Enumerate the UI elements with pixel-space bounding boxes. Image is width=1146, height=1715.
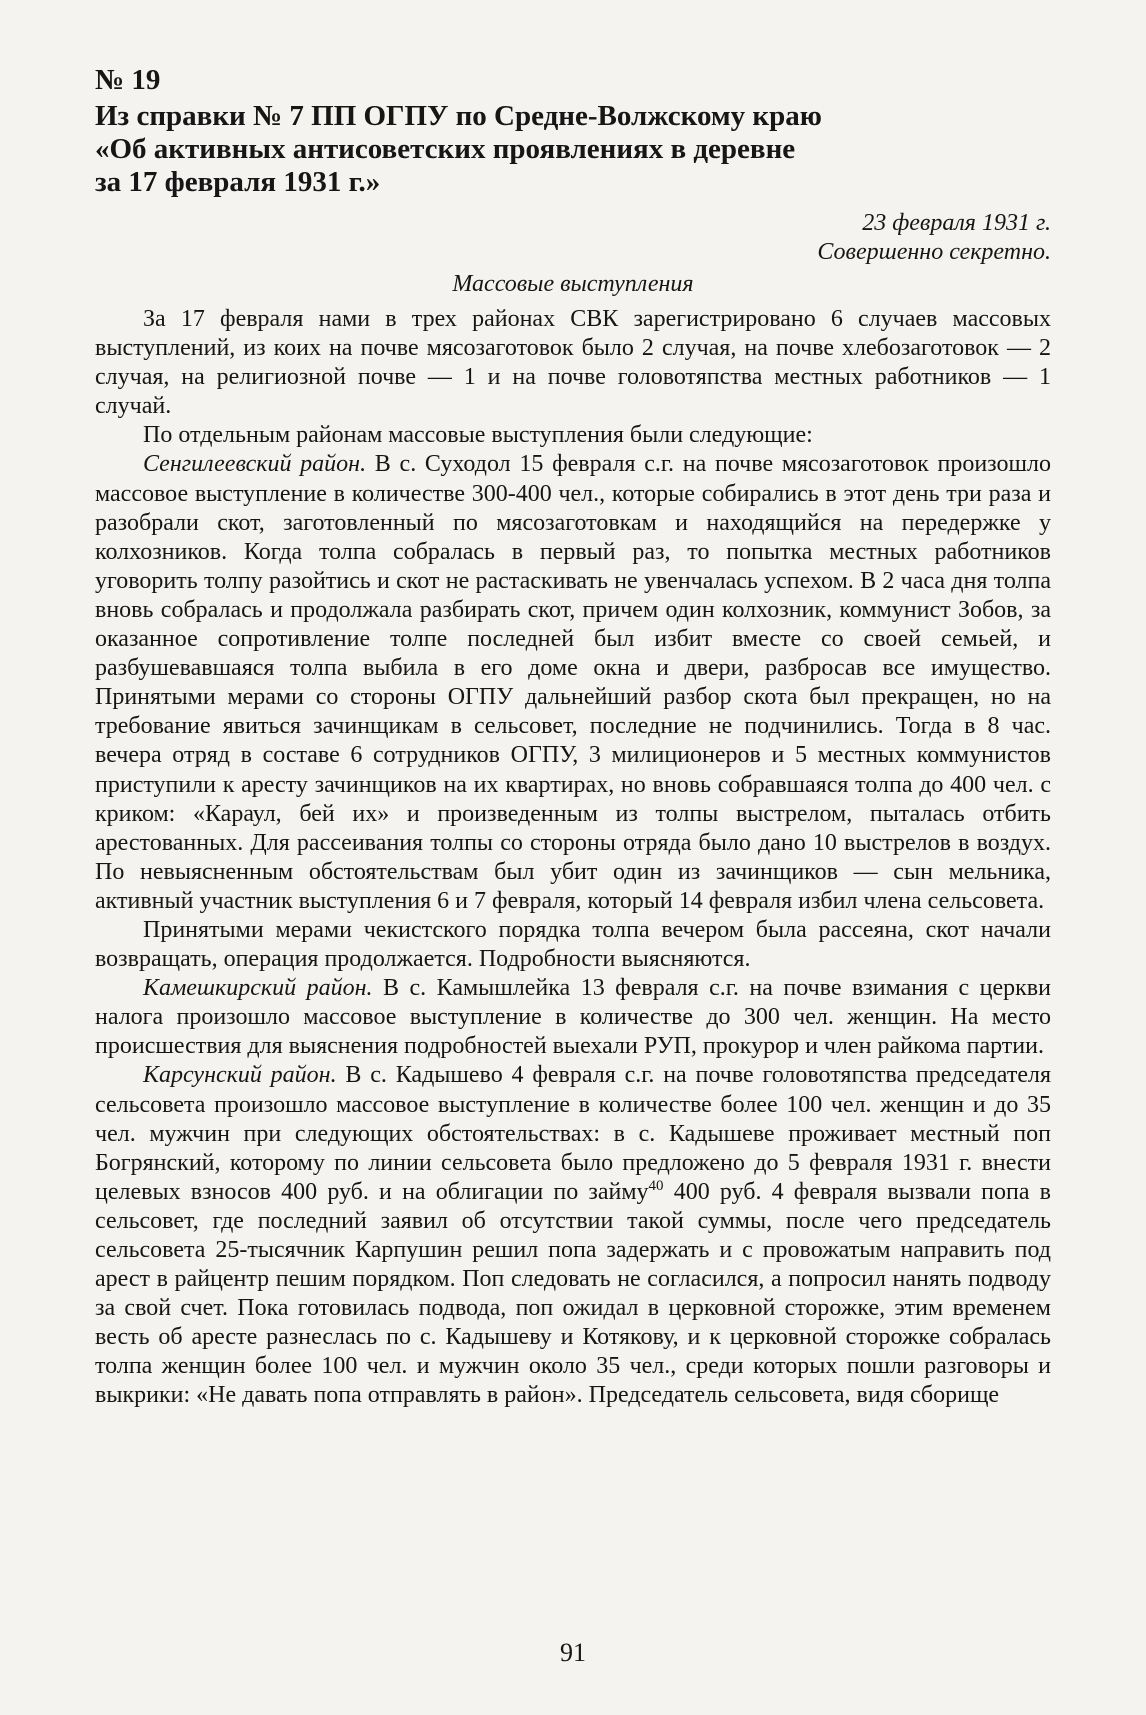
title-line-3: за 17 февраля 1931 г.» <box>95 166 381 198</box>
paragraph-karsunsky-text-b: 400 руб. 4 февраля вызвали попа в сельсовет, где последний заявил об отсутствии такой суммы, после чего председатель сельсовета 25-тысячник Карпушин решил попа задержать и с провожатым направить под арест в райцентр пешим порядком. Поп следовать не согласился, а попросил нанять подводу за свой счет. Пока готовилась подвода, поп ожидал в церковной сторожке, этим временем весть об аресте разнеслась по с. Кадышеву и Котякову, и к церковной сторожке собралась толпа женщин более 100 чел. и мужчин около 35 чел., среди которых пошли разговоры и выкрики: «Не давать попа отправлять в район». Председатель сельсовета, видя сборище <box>95 1178 1051 1409</box>
title-line-1: Из справки № 7 ПП ОГПУ по Средне-Волжскому краю <box>95 100 822 132</box>
paragraph-kameshkirsky-text: В с. Камышлейка 13 февраля с.г. на почве взимания с церкви налога произошло массовое выступление в количестве до 300 чел. женщин. На место происшествия для выяснения подробностей выехали РУП, прокурор и член райкома партии. <box>95 975 1051 1060</box>
title-line-2: «Об активных антисоветских проявлениях в деревне <box>95 133 796 165</box>
paragraph-measures: Принятыми мерами чекистского порядка толпа вечером была рассеяна, скот начали возвращать, операция продолжается. Подробности выясняются. <box>95 916 1051 973</box>
paragraph-kameshkirsky <box>95 974 1051 1061</box>
paragraph-summary: За 17 февраля нами в трех районах СВК зарегистрировано 6 случаев массовых выступлений, из коих на почве мясозаготовок было 2 случая, на почве хлебозаготовок — 2 случая, на религиозной почве — 1 и на почве головотяпства местных работников — 1 случай. <box>95 306 1051 420</box>
district-name-sengileevsky: Сенгилеевский район. <box>143 451 367 478</box>
paragraph-karsunsky-text-a: В с. Кадышево 4 февраля с.г. на почве головотяпства председателя сельсовета произошло массовое выступление в количестве более 100 чел. женщин и до 35 чел. мужчин при следующих обстоятельствах: в с. Кадышеве проживает местный поп Богрянский, которому по линии сельсовета было предложено до 5 февраля 1931 г. внести целевых взносов 400 руб. и на облигации по займу <box>95 1062 1051 1205</box>
document-date: 23 февраля 1931 г. <box>862 210 1051 236</box>
page-number: 91 <box>560 1638 586 1667</box>
paragraph-sengileevsky-text: В с. Суходол 15 февраля с.г. на почве мясозаготовок произошло массовое выступление в количестве 300-400 чел., которые собирались в этот день три раза и разобрали скот, заготовленный по мясозаготовкам и находящийся на передержке у колхозников. Когда толпа собралась в первый раз, то попытка местных работников уговорить толпу разойтись и скот не растаскивать не увенчалась успехом. В 2 часа дня толпа вновь собралась и продолжала разбирать скот, причем один колхозник, коммунист Зобов, за оказанное сопротивление толпе последней был избит вместе со своей семьей, и разбушевавшаяся толпа выбила в его доме окна и двери, разбросав все имущество. Принятыми мерами со стороны ОГПУ дальнейший разбор скота был прекращен, но на требование явиться зачинщикам в сельсовет, последние не подчинились. Тогда в 8 час. вечера отряд в составе 6 сотрудников ОГПУ, 3 милиционеров и 5 местных коммунистов приступили к аресту зачинщиков на их квартирах, но вновь собравшаяся толпа до 400 чел. с криком: «Караул, бей их» и произведенным из толпы выстрелом, пыталась отбить арестованных. Для рассеивания толпы со стороны отряда было дано 10 выстрелов в воздух. По невыясненным обстоятельствам был убит один из зачинщиков — сын мельника, активный участник выступления 6 и 7 февраля, который 14 февраля избил члена сельсовета. <box>95 451 1051 914</box>
district-name-kameshkirsky: Камешкирский район. <box>143 975 373 1002</box>
classification-stamp: Совершенно секретно. <box>817 239 1051 265</box>
district-name-karsunsky: Карсунский район. <box>143 1062 337 1089</box>
paragraph-districts-intro: По отдельным районам массовые выступления были следующие: <box>143 422 813 449</box>
paragraph-karsunsky <box>95 1061 1051 1410</box>
document-number: № 19 <box>95 64 161 96</box>
paragraph-sengileevsky <box>95 450 1051 916</box>
section-title: Массовые выступления <box>452 271 694 297</box>
document-title <box>95 100 1051 199</box>
footnote-marker[interactable]: 40 <box>648 1177 664 1194</box>
